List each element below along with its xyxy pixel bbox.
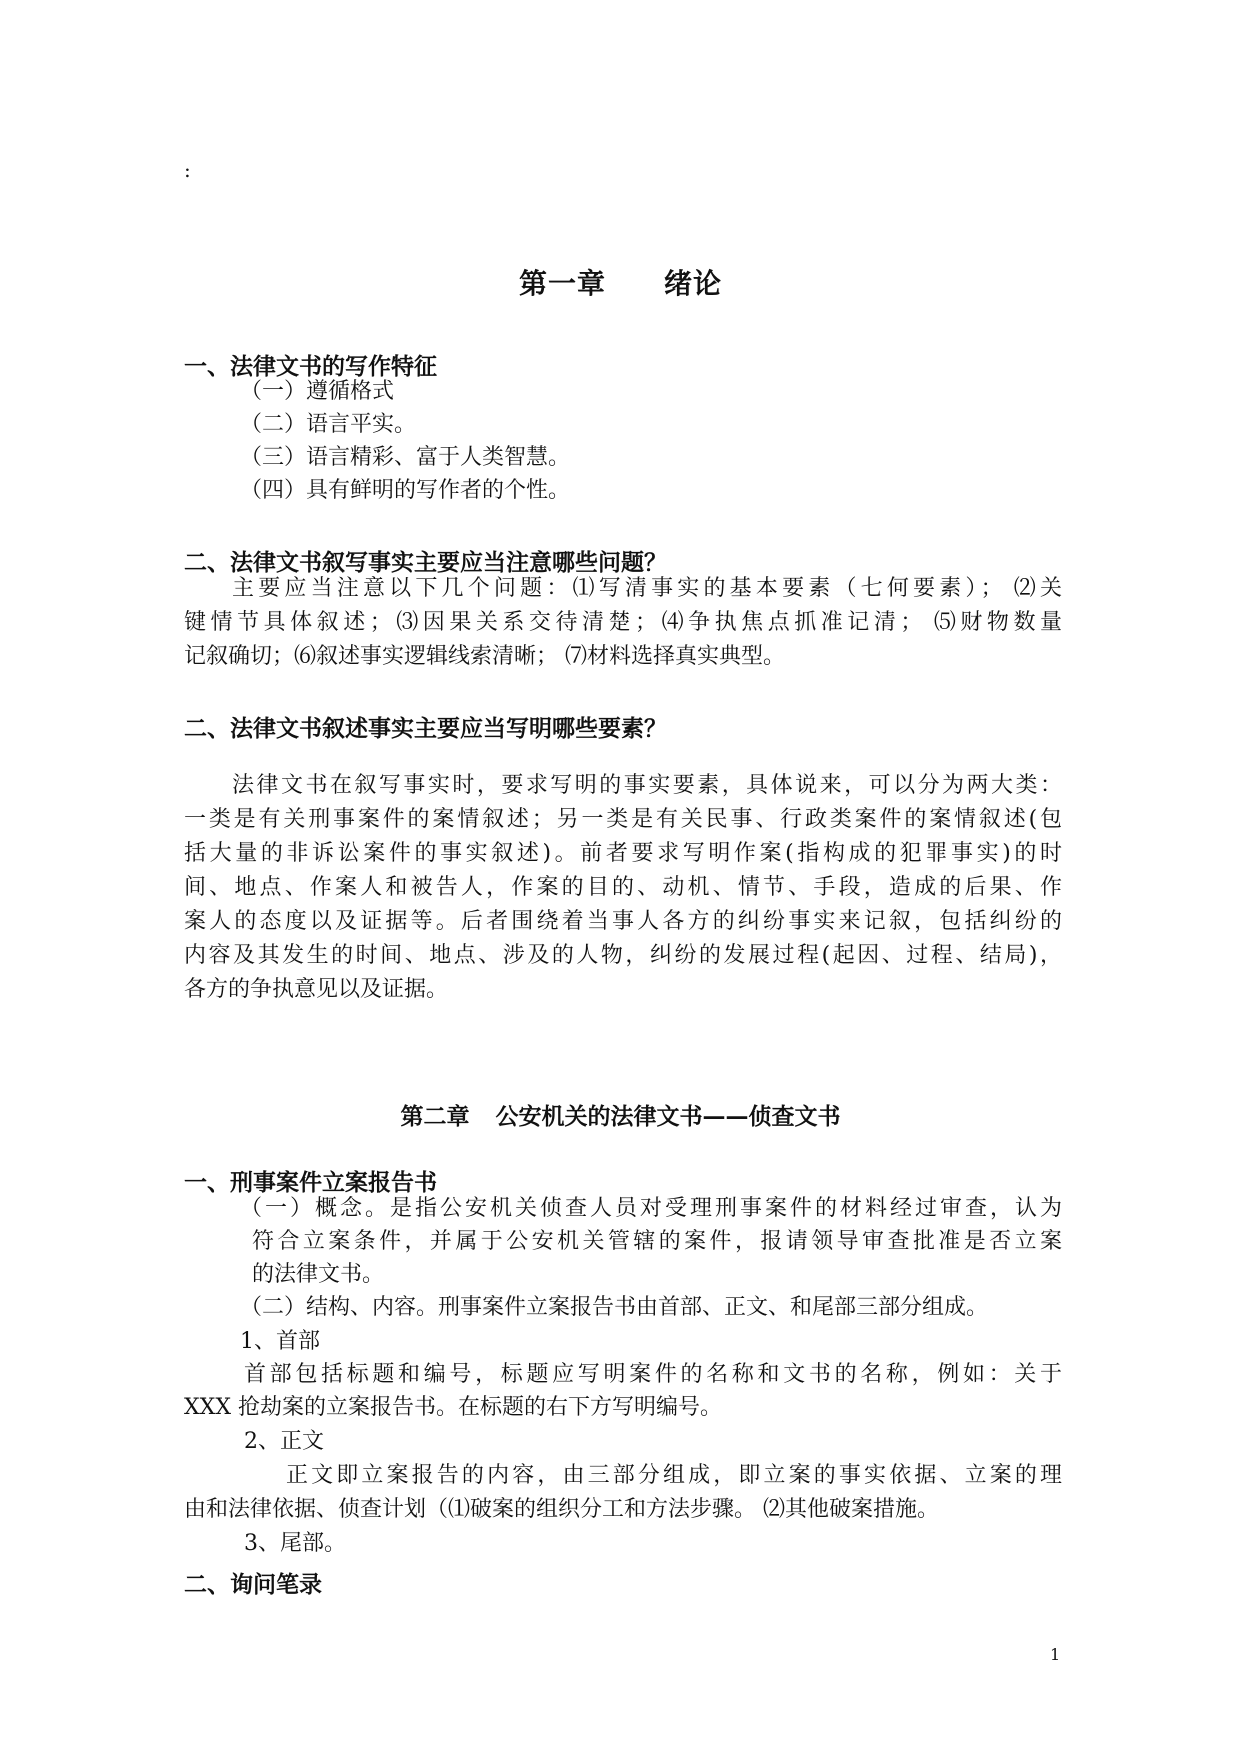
section-4-heading: 一、刑事案件立案报告书 (184, 1169, 437, 1196)
section-3-line: 括大量的非诉讼案件的事实叙述)。前者要求写明作案(指构成的犯罪事实)的时 (184, 841, 1062, 866)
tail-label: 3、尾部。 (244, 1531, 346, 1556)
concept-line: 符合立案条件，并属于公安机关管辖的案件，报请领导审查批准是否立案 (252, 1229, 1062, 1254)
section-3-line: 各方的争执意见以及证据。 (184, 977, 449, 1002)
section-3-line: 法律文书在叙写事实时，要求写明的事实要素，具体说来，可以分为两大类： (232, 773, 1062, 798)
section-3-line: 间、地点、作案人和被告人，作案的目的、动机、情节、手段，造成的后果、作 (184, 875, 1062, 900)
section-5-heading: 二、询问笔录 (184, 1571, 322, 1598)
body-label: 2、正文 (244, 1429, 324, 1454)
section-1-item: （一）遵循格式 (240, 379, 395, 404)
chapter-1-number: 第一章 (518, 267, 606, 300)
head-line: 首部包括标题和编号，标题应写明案件的名称和文书的名称，例如：关于 (244, 1362, 1062, 1387)
head-label: 1、首部 (240, 1329, 320, 1354)
chapter-2-name: 公安机关的法律文书——侦查文书 (495, 1103, 841, 1130)
chapter-2-title (0, 1098, 1241, 1131)
section-1-item: （二）语言平实。 (240, 412, 417, 437)
section-1-item: （三）语言精彩、富于人类智慧。 (240, 445, 571, 470)
chapter-2-number: 第二章 (400, 1103, 470, 1130)
structure-line: （二）结构、内容。刑事案件立案报告书由首部、正文、和尾部三部分组成。 (240, 1295, 989, 1320)
section-2-line: 记叙确切；⑹叙述事实逻辑线索清晰； ⑺材料选择真实典型。 (184, 644, 785, 669)
section-3-line: 案人的态度以及证据等。后者围绕着当事人各方的纠纷事实来记叙，包括纠纷的 (184, 909, 1062, 934)
section-3-heading: 二、法律文书叙述事实主要应当写明哪些要素？ (184, 715, 667, 742)
section-3-line: 一类是有关刑事案件的案情叙述；另一类是有关民事、行政类案件的案情叙述(包 (184, 807, 1062, 832)
body-line: 由和法律依据、侦查计划（⑴破案的组织分工和方法步骤。 ⑵其他破案措施。 (184, 1497, 939, 1522)
chapter-1-name: 绪论 (664, 267, 723, 300)
concept-line: 的法律文书。 (252, 1262, 385, 1287)
section-1-heading: 一、法律文书的写作特征 (184, 353, 437, 380)
section-3-line: 内容及其发生的时间、地点、涉及的人物，纠纷的发展过程(起因、过程、结局)， (184, 943, 1062, 968)
section-2-line: 键情节具体叙述；⑶因果关系交待清楚；⑷争执焦点抓准记清； ⑸财物数量 (184, 610, 1062, 635)
chapter-1-title (0, 262, 1241, 302)
section-2-heading: 二、法律文书叙写事实主要应当注意哪些问题？ (184, 549, 667, 576)
page-number: 1 (1050, 1645, 1061, 1664)
concept-line: （一）概念。是指公安机关侦查人员对受理刑事案件的材料经过审查，认为 (240, 1196, 1062, 1221)
body-line: 正文即立案报告的内容，由三部分组成，即立案的事实依据、立案的理 (286, 1463, 1062, 1488)
section-2-line: 主要应当注意以下几个问题：⑴写清事实的基本要素（七何要素）； ⑵关 (232, 576, 1062, 601)
section-1-item: （四）具有鲜明的写作者的个性。 (240, 478, 571, 503)
stray-colon: : (184, 158, 191, 182)
head-line: XXX 抢劫案的立案报告书。在标题的右下方写明编号。 (184, 1395, 722, 1420)
